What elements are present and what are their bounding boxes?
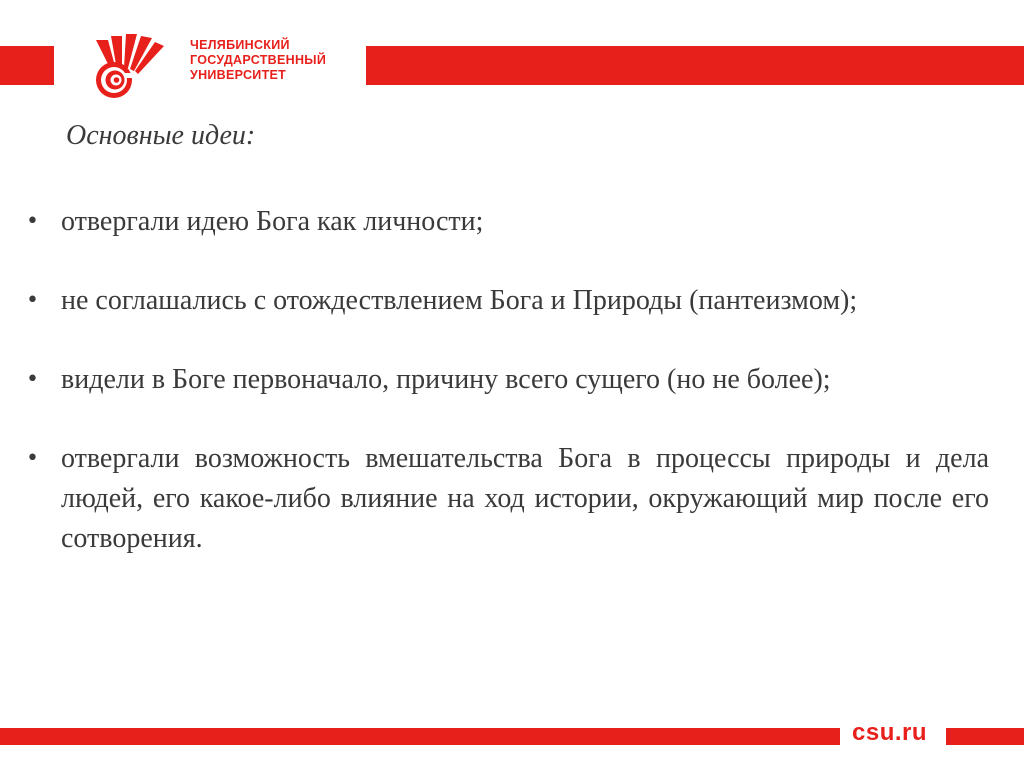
- university-name: [190, 38, 326, 83]
- bullet-icon: •: [26, 288, 39, 313]
- bullet-item: [26, 281, 989, 321]
- bullet-icon: •: [26, 446, 39, 471]
- csu-spiral-logo-icon: [78, 30, 174, 100]
- university-name-line-1: ЧЕЛЯБИНСКИЙ: [190, 38, 290, 52]
- slide-title: Основные идеи:: [66, 120, 256, 151]
- footer-bar-left: [0, 728, 840, 745]
- bullet-text: отвергали идею Бога как личности;: [61, 206, 484, 237]
- bullet-item: [26, 439, 989, 559]
- university-name-line-3: УНИВЕРСИТЕТ: [190, 68, 287, 82]
- bullet-list: [26, 202, 989, 559]
- header-bar-right: [366, 46, 1024, 85]
- bullet-text: отвергали возможность вмешательства Бога в процессы природы и дела людей, его какое-либо влияние на ход истории, окружающий мир после его сотворения.: [61, 443, 989, 554]
- university-name-line-2: ГОСУДАРСТВЕННЫЙ: [190, 53, 327, 67]
- footer-bar-right: [946, 728, 1024, 745]
- bullet-icon: •: [26, 209, 39, 234]
- bullet-text: видели в Боге первоначало, причину всего сущего (но не более);: [61, 364, 831, 395]
- header-bar-left: [0, 46, 54, 85]
- bullet-item: [26, 202, 989, 242]
- bullet-icon: •: [26, 367, 39, 392]
- bullet-text: не соглашались с отождествлением Бога и Природы (пантеизмом);: [61, 285, 858, 316]
- bullet-item: [26, 360, 989, 400]
- site-link[interactable]: csu.ru: [852, 719, 928, 746]
